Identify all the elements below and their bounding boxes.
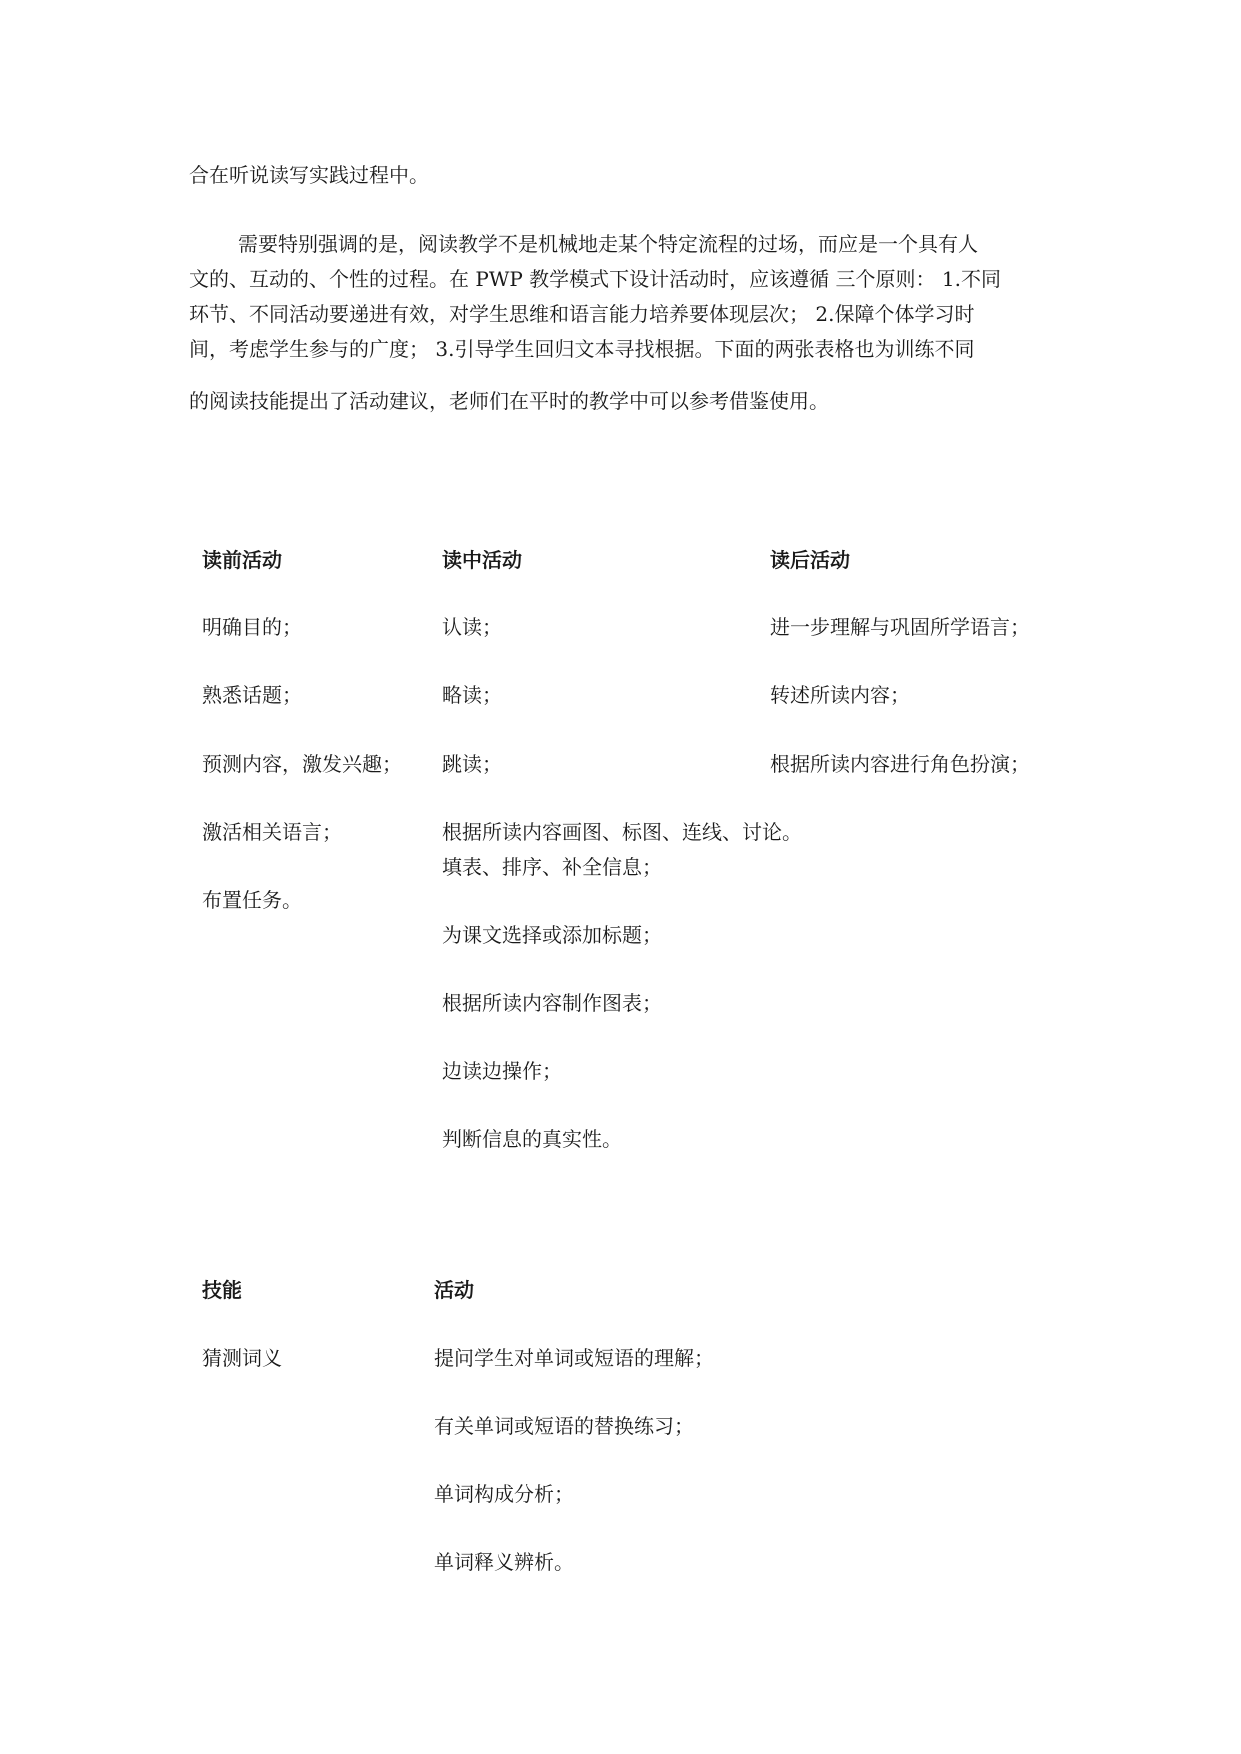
skill-item: 猜测词义 xyxy=(202,1346,282,1370)
header-pre-reading: 读前活动 xyxy=(202,548,282,572)
activity-item: 单词构成分析； xyxy=(434,1482,574,1506)
pre-reading-item: 布置任务。 xyxy=(202,888,302,912)
while-reading-item: 边读边操作； xyxy=(442,1059,562,1083)
header-skill: 技能 xyxy=(202,1278,242,1302)
header-post-reading: 读后活动 xyxy=(770,548,850,572)
pre-reading-item: 熟悉话题； xyxy=(202,683,302,707)
pre-reading-item: 预测内容，激发兴趣； xyxy=(202,752,402,776)
post-reading-item: 进一步理解与巩固所学语言； xyxy=(770,615,1030,639)
post-reading-item: 转述所读内容； xyxy=(770,683,910,707)
paragraph-line: 环节、不同活动要递进有效，对学生思维和语言能力培养要体现层次； 2.保障个体学习时 xyxy=(189,302,975,326)
while-reading-item: 跳读； xyxy=(442,752,502,776)
pre-reading-item: 激活相关语言； xyxy=(202,820,342,844)
while-reading-item: 根据所读内容制作图表； xyxy=(442,991,662,1015)
while-reading-item: 判断信息的真实性。 xyxy=(442,1127,622,1151)
post-reading-item: 根据所读内容进行角色扮演； xyxy=(770,752,1030,776)
intro-continuation: 合在听说读写实践过程中。 xyxy=(189,163,429,187)
header-while-reading: 读中活动 xyxy=(442,548,522,572)
pre-reading-item: 明确目的； xyxy=(202,615,302,639)
paragraph-line: 的阅读技能提出了活动建议，老师们在平时的教学中可以参考借鉴使用。 xyxy=(189,389,829,413)
while-reading-item: 填表、排序、补全信息； xyxy=(442,855,662,879)
while-reading-item: 为课文选择或添加标题； xyxy=(442,923,662,947)
while-reading-item: 略读； xyxy=(442,683,502,707)
paragraph-line: 间，考虑学生参与的广度； 3.引导学生回归文本寻找根据。下面的两张表格也为训练不同 xyxy=(189,337,975,361)
activity-item: 单词释义辨析。 xyxy=(434,1550,574,1574)
activity-item: 有关单词或短语的替换练习； xyxy=(434,1414,694,1438)
paragraph-line: 需要特别强调的是，阅读教学不是机械地走某个特定流程的过场，而应是一个具有人 xyxy=(238,232,978,256)
header-activity: 活动 xyxy=(434,1278,474,1302)
while-reading-item: 认读； xyxy=(442,615,502,639)
while-reading-item: 根据所读内容画图、标图、连线、讨论。 xyxy=(442,820,802,844)
paragraph-line: 文的、互动的、个性的过程。在 PWP 教学模式下设计活动时，应该遵循 三个原则： 1.不同 xyxy=(189,267,1001,291)
activity-item: 提问学生对单词或短语的理解； xyxy=(434,1346,714,1370)
